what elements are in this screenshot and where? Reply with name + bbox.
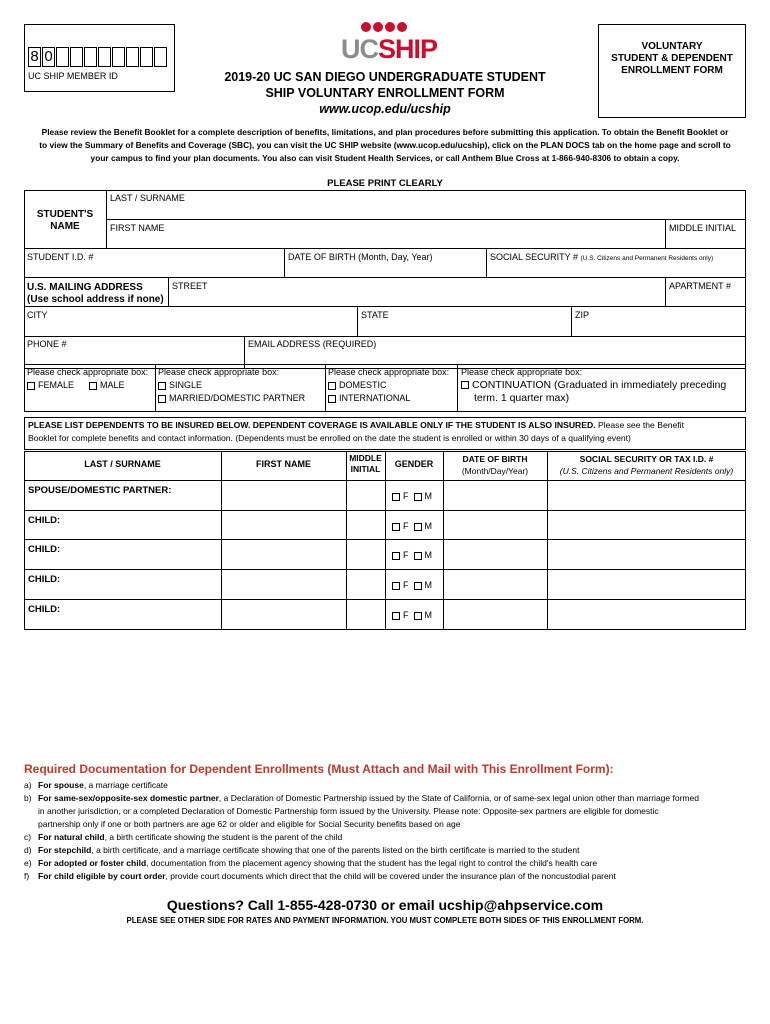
col-dob: DATE OF BIRTH (Month/Day/Year) bbox=[461, 454, 529, 476]
single-checkbox[interactable]: SINGLE bbox=[158, 380, 202, 390]
form-type-line2: STUDENT & DEPENDENT bbox=[611, 53, 733, 64]
checkbox-icon bbox=[392, 523, 400, 531]
checkbox-icon bbox=[414, 493, 422, 501]
female-checkbox[interactable]: FEMALE bbox=[27, 380, 74, 390]
required-docs-title: Required Documentation for Dependent Enrollments (Must Attach and Mail with This Enrollment Form): bbox=[24, 762, 614, 776]
logo-uc: UC bbox=[341, 34, 378, 64]
first-name-field[interactable]: FIRST NAME bbox=[110, 223, 165, 233]
member-id-digit[interactable] bbox=[70, 47, 83, 67]
required-docs-list: a) For spouse, a marriage certificate b) For same-sex/opposite-sex domestic partner, a Declaration of Domestic Partnership issued by the State of California, or of same-sex legal union other than marriage formed in another jurisdiction, or a completed Declaration of Domestic Partnership form issued by the University. Please note: Opposite-sex partners are eligible for domestic partnership only if one or both partners are age 62 or older and eligible for Social Security benefits based on age c) For natural child, a birth certificate showing the student is the parent of the child d) For stepchild, a birth certificate, and a marriage certificate showing that one of the parents listed on the birth certificate is married to the student e) For adopted or foster child, documentation from the placement agency showing that the student has the legal right to control the child's health care f) For child eligible by court order, provide court documents which direct that the child will be covered under the insurance plan of the noncustodial parent bbox=[24, 779, 750, 883]
logo-ship: SHIP bbox=[378, 34, 438, 64]
member-id-digit[interactable] bbox=[84, 47, 97, 67]
dependent-gender-checkboxes[interactable]: F M bbox=[392, 610, 432, 620]
mailing-address-label: U.S. MAILING ADDRESS (Use school address if none) bbox=[27, 282, 164, 305]
doc-item-c: c) For natural child, a birth certificate showing the student is the parent of the child bbox=[24, 832, 343, 842]
questions-contact: Questions? Call 1-855-428-0730 or email ucship@ahpservice.com bbox=[166, 897, 604, 913]
phone-field[interactable]: PHONE # bbox=[27, 339, 67, 349]
student-id-field[interactable]: STUDENT I.D. # bbox=[27, 252, 94, 262]
form-type-line1: VOLUNTARY bbox=[641, 41, 703, 52]
form-url[interactable]: www.ucop.edu/ucship bbox=[319, 102, 451, 116]
zip-field[interactable]: ZIP bbox=[575, 310, 590, 320]
dependent-row-label: CHILD: bbox=[28, 515, 61, 526]
checkbox-icon bbox=[414, 582, 422, 590]
dependent-row-label: SPOUSE/DOMESTIC PARTNER: bbox=[28, 485, 172, 496]
form-title-line2: SHIP VOLUNTARY ENROLLMENT FORM bbox=[265, 86, 505, 100]
checkbox-icon bbox=[392, 552, 400, 560]
state-field[interactable]: STATE bbox=[361, 310, 389, 320]
dependent-row-label: CHILD: bbox=[28, 574, 61, 585]
dependent-gender-checkboxes[interactable]: F M bbox=[392, 580, 432, 590]
continuation-checkbox[interactable]: CONTINUATION (Graduated in immediately preceding term. 1 quarter max) bbox=[461, 379, 726, 405]
member-id-digit[interactable] bbox=[98, 47, 111, 67]
checkbox-icon bbox=[158, 395, 166, 403]
member-id-digit[interactable]: 0 bbox=[42, 47, 55, 67]
form-type-line3: ENROLLMENT FORM bbox=[621, 65, 723, 76]
col-middle-initial: MIDDLE INITIAL bbox=[349, 453, 382, 474]
dependent-row-label: CHILD: bbox=[28, 544, 61, 555]
footer-note: PLEASE SEE OTHER SIDE FOR RATES AND PAYMENT INFORMATION. YOU MUST COMPLETE BOTH SIDES OF THIS ENROLLMENT FORM. bbox=[126, 916, 644, 925]
doc-item-a: a) For spouse, a marriage certificate bbox=[24, 780, 168, 790]
doc-item-b: b) For same-sex/opposite-sex domestic partner, a Declaration of Domestic Partnership issued by the State of California, or of same-sex legal union other than marriage formed bbox=[24, 793, 699, 803]
col-last-name: LAST / SURNAME bbox=[84, 459, 161, 469]
form-type-box bbox=[598, 24, 746, 118]
ucship-logo bbox=[337, 22, 438, 66]
col-gender: GENDER bbox=[394, 459, 434, 469]
dependent-gender-checkboxes[interactable]: F M bbox=[392, 521, 432, 531]
checkbox-icon bbox=[328, 382, 336, 390]
member-id-digit[interactable] bbox=[56, 47, 69, 67]
checkbox-icon bbox=[461, 381, 469, 389]
col-ssn: SOCIAL SECURITY OR TAX I.D. # (U.S. Citizens and Permanent Residents only) bbox=[559, 454, 734, 476]
continuation-heading: Please check appropriate box: bbox=[461, 367, 583, 377]
email-field[interactable]: EMAIL ADDRESS (REQUIRED) bbox=[248, 339, 377, 349]
domestic-checkbox[interactable]: DOMESTIC bbox=[328, 380, 387, 390]
dob-field[interactable]: DATE OF BIRTH (Month, Day, Year) bbox=[288, 252, 433, 262]
residency-heading: Please check appropriate box: bbox=[328, 367, 450, 377]
checkbox-icon bbox=[89, 382, 97, 390]
checkbox-icon bbox=[392, 612, 400, 620]
city-field[interactable]: CITY bbox=[27, 310, 48, 320]
married-checkbox[interactable]: MARRIED/DOMESTIC PARTNER bbox=[158, 393, 305, 403]
student-name-label: STUDENT'S NAME bbox=[36, 209, 94, 232]
dependents-notice: PLEASE LIST DEPENDENTS TO BE INSURED BELOW. DEPENDENT COVERAGE IS AVAILABLE ONLY IF THE STUDENT IS ALSO INSURED. Please see the Benefit Booklet for complete benefits and contact information. (Dependents must be enrolled on the date the student is enrolled or within 30 days of a qualifying event) bbox=[28, 420, 684, 443]
student-info-section bbox=[24, 190, 746, 369]
checkbox-icon bbox=[158, 382, 166, 390]
col-first-name: FIRST NAME bbox=[256, 459, 311, 469]
form-title-line1: 2019-20 UC SAN DIEGO UNDERGRADUATE STUDENT bbox=[224, 70, 546, 84]
member-id-digit[interactable]: 8 bbox=[28, 47, 41, 67]
checkbox-icon bbox=[392, 582, 400, 590]
member-id-digit[interactable] bbox=[154, 47, 167, 67]
checkbox-icon bbox=[414, 612, 422, 620]
print-clearly-label: PLEASE PRINT CLEARLY bbox=[327, 178, 443, 189]
gender-heading: Please check appropriate box: bbox=[27, 367, 149, 377]
member-id-digit[interactable] bbox=[126, 47, 139, 67]
apartment-field[interactable]: APARTMENT # bbox=[669, 281, 732, 291]
dependent-gender-checkboxes[interactable]: F M bbox=[392, 491, 432, 501]
doc-item-e: e) For adopted or foster child, documentation from the placement agency showing that the student has the legal right to control the child's health care bbox=[24, 858, 598, 868]
marital-heading: Please check appropriate box: bbox=[158, 367, 280, 377]
checkbox-icon bbox=[392, 493, 400, 501]
male-checkbox[interactable]: MALE bbox=[89, 380, 125, 390]
dependent-gender-checkboxes[interactable]: F M bbox=[392, 550, 432, 560]
last-name-field[interactable]: LAST / SURNAME bbox=[110, 193, 185, 203]
dependent-row-label: CHILD: bbox=[28, 604, 61, 615]
doc-item-d: d) For stepchild, a birth certificate, and a marriage certificate showing that one of the parents listed on the birth certificate is married to the student bbox=[24, 845, 580, 855]
street-field[interactable]: STREET bbox=[172, 281, 208, 291]
member-id-digit[interactable] bbox=[140, 47, 153, 67]
member-id-label: UC SHIP MEMBER ID bbox=[28, 71, 118, 81]
checkbox-icon bbox=[414, 552, 422, 560]
checkbox-icon bbox=[27, 382, 35, 390]
middle-initial-field[interactable]: MIDDLE INITIAL bbox=[669, 223, 737, 233]
checkbox-icon bbox=[328, 395, 336, 403]
member-id-digit[interactable] bbox=[112, 47, 125, 67]
doc-item-f: f) For child eligible by court order, provide court documents which direct that the child will be covered under the insurance plan of the noncustodial parent bbox=[24, 871, 616, 881]
checkbox-icon bbox=[414, 523, 422, 531]
international-checkbox[interactable]: INTERNATIONAL bbox=[328, 393, 410, 403]
ssn-field[interactable]: SOCIAL SECURITY # (U.S. Citizens and Permanent Residents only) bbox=[490, 252, 714, 262]
intro-text: Please review the Benefit Booklet for a complete description of benefits, limitations, and plan procedures before submitting this application. To obtain the Benefit Booklet or to view the Summary of Benefits and Coverage (SBC), you can visit the UC SHIP website (www.ucop.edu/ucship), click on the PLAN DOCS tab on the home page and scroll to your campus to find your plan documents. You also can visit Student Health Services, or call Anthem Blue Cross at 1-866-940-8306 to obtain a copy. bbox=[39, 127, 731, 163]
